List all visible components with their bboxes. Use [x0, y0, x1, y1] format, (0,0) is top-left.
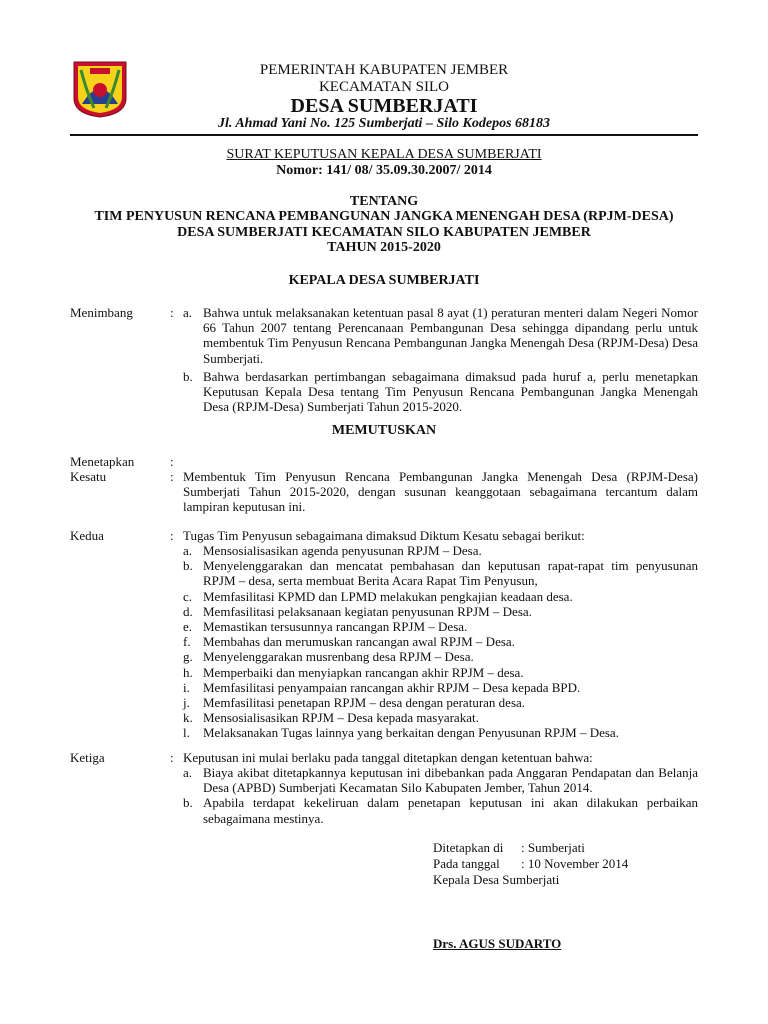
list-text: Memastikan tersusunnya rancangan RPJM – Desa.: [203, 619, 468, 635]
list-item: [183, 710, 698, 725]
list-letter: d.: [183, 603, 193, 619]
kedua-label: Kedua: [70, 528, 104, 543]
menimbang-colon: :: [170, 305, 174, 320]
list-text: Memfasilitasi KPMD dan LPMD melakukan pengkajian keadaan desa.: [203, 588, 573, 604]
list-item: [183, 680, 698, 695]
list-item: [183, 795, 698, 825]
header-address: Jl. Ahmad Yani No. 125 Sumberjati – Silo Kodepos 68183: [217, 116, 551, 131]
list-text: Apabila terdapat kekeliruan dalam penetapan keputusan ini akan dilakukan perbaikan sebagaimana mestinya.: [203, 795, 698, 826]
list-item: [183, 649, 698, 664]
signature-date-label: Pada tanggal: [433, 856, 500, 871]
subject-line-1: TIM PENYUSUN RENCANA PEMBANGUNAN JANGKA MENENGAH DESA (RPJM-DESA): [94, 209, 674, 224]
kedua-colon: :: [170, 528, 174, 543]
list-item: [183, 305, 698, 366]
header-government: PEMERINTAH KABUPATEN JEMBER: [259, 62, 509, 78]
decree-title: SURAT KEPUTUSAN KEPALA DESA SUMBERJATI: [226, 147, 542, 162]
list-item: [183, 604, 698, 619]
menetapkan-colon: :: [170, 454, 174, 469]
signature-place-label: Ditetapkan di: [433, 840, 504, 855]
tentang-heading: TENTANG: [349, 194, 419, 209]
authority-heading: KEPALA DESA SUMBERJATI: [288, 273, 480, 288]
list-text: Membahas dan merumuskan rancangan awal RPJM – Desa.: [203, 634, 515, 650]
list-text: Memfasilitasi penetapan RPJM – desa dengan peraturan desa.: [203, 695, 526, 711]
list-item: [183, 725, 698, 740]
menetapkan-label: Menetapkan: [70, 454, 135, 469]
header-divider: [70, 134, 698, 136]
kesatu-text: Membentuk Tim Penyusun Rencana Pembangunan Jangka Menengah Desa (RPJM-Desa) Sumberjati Tahun 2015-2020, dengan susunan keanggotaan sebagaimana tercantum dalam lampiran keputusan ini.: [183, 469, 698, 515]
signature-position: Kepala Desa Sumberjati: [433, 872, 560, 887]
list-letter: f.: [183, 634, 191, 650]
list-text: Bahwa untuk melaksanakan ketentuan pasal 8 ayat (1) peraturan menteri dalam Negeri Nomor 66 Tahun 2007 tentang Perencanaan Pembangunan Desa sehingga dipandang perlu untuk membentuk Tim Penyusun Rencana Pembangunan Jangka Menengah Desa (RPJM-Desa) Desa Sumberjati.: [203, 305, 698, 366]
list-letter: b.: [183, 795, 193, 811]
list-item: [183, 589, 698, 604]
header-village: DESA SUMBERJATI: [290, 95, 478, 117]
signature-place-value: : Sumberjati: [521, 840, 585, 855]
list-text: Menyelenggarakan dan mencatat pembahasan dan keputusan rapat-rapat tim penyusunan RPJM – desa, serta membuat Berita Acara Rapat Tim Penyusun,: [203, 558, 698, 589]
list-letter: e.: [183, 619, 193, 635]
list-text: Mensosialisasikan RPJM – Desa kepada masyarakat.: [203, 710, 479, 726]
menimbang-label: Menimbang: [70, 305, 133, 320]
list-letter: c.: [183, 588, 193, 604]
list-letter: i.: [183, 679, 190, 695]
list-text: Menyelenggarakan musrenbang desa RPJM – Desa.: [203, 649, 474, 665]
list-letter: a.: [183, 765, 193, 780]
list-letter: b.: [183, 558, 193, 574]
list-letter: a.: [183, 305, 193, 320]
list-letter: h.: [183, 664, 193, 680]
list-item: [183, 695, 698, 710]
list-text: Bahwa berdasarkan pertimbangan sebagaimana dimaksud pada huruf a, perlu menetapkan Keputusan Kepala Desa tentang Tim Penyusun Rencana Pembangunan Jangka Menengah Desa (RPJM-Desa) Sumberjati Tahun 2015-2020.: [203, 368, 698, 415]
list-item: [183, 665, 698, 680]
list-letter: b.: [183, 368, 193, 384]
kedua-list: [183, 543, 698, 741]
list-item: [183, 543, 698, 558]
list-item: [183, 369, 698, 415]
header-district: KECAMATAN SILO: [318, 79, 450, 95]
ketiga-colon: :: [170, 750, 174, 765]
list-item: [183, 634, 698, 649]
kedua-intro: Tugas Tim Penyusun sebagaimana dimaksud Diktum Kesatu sebagai berikut:: [183, 528, 585, 543]
ketiga-list: [183, 765, 698, 826]
ketiga-intro: Keputusan ini mulai berlaku pada tanggal ditetapkan dengan ketentuan bahwa:: [183, 750, 593, 765]
list-item: [183, 558, 698, 588]
list-text: Memfasilitasi penyampaian rancangan akhir RPJM – Desa kepada BPD.: [203, 679, 581, 695]
subject-line-3: TAHUN 2015-2020: [327, 240, 441, 255]
menimbang-list: [183, 305, 698, 414]
list-letter: l.: [183, 725, 190, 741]
memutuskan-heading: MEMUTUSKAN: [331, 423, 437, 438]
list-letter: k.: [183, 710, 193, 726]
list-item: [183, 619, 698, 634]
list-text: Memfasilitasi pelaksanaan kegiatan penyusunan RPJM – Desa.: [203, 603, 532, 619]
list-letter: j.: [183, 695, 190, 711]
list-text: Melaksanakan Tugas lainnya yang berkaitan dengan Penyusunan RPJM – Desa.: [203, 725, 619, 741]
list-letter: a.: [183, 543, 193, 558]
decree-number: Nomor: 141/ 08/ 35.09.30.2007/ 2014: [276, 163, 492, 178]
subject-line-2: DESA SUMBERJATI KECAMATAN SILO KABUPATEN JEMBER: [177, 225, 591, 240]
ketiga-label: Ketiga: [70, 750, 105, 765]
list-text: Memperbaiki dan menyiapkan rancangan akhir RPJM – desa.: [203, 664, 524, 680]
signature-date-value: : 10 November 2014: [521, 856, 629, 871]
list-text: Mensosialisasikan agenda penyusunan RPJM – Desa.: [203, 543, 482, 558]
kesatu-label: Kesatu: [70, 469, 107, 484]
kesatu-colon: :: [170, 469, 174, 484]
signatory-name: Drs. AGUS SUDARTO: [433, 936, 562, 951]
list-item: [183, 765, 698, 795]
list-text: Biaya akibat ditetapkannya keputusan ini dibebankan pada Anggaran Pendapatan dan Belanja Desa (APBD) Sumberjati Kecamatan Silo Kabupaten Jember, Tahun 2014.: [203, 765, 698, 796]
list-letter: g.: [183, 649, 193, 665]
